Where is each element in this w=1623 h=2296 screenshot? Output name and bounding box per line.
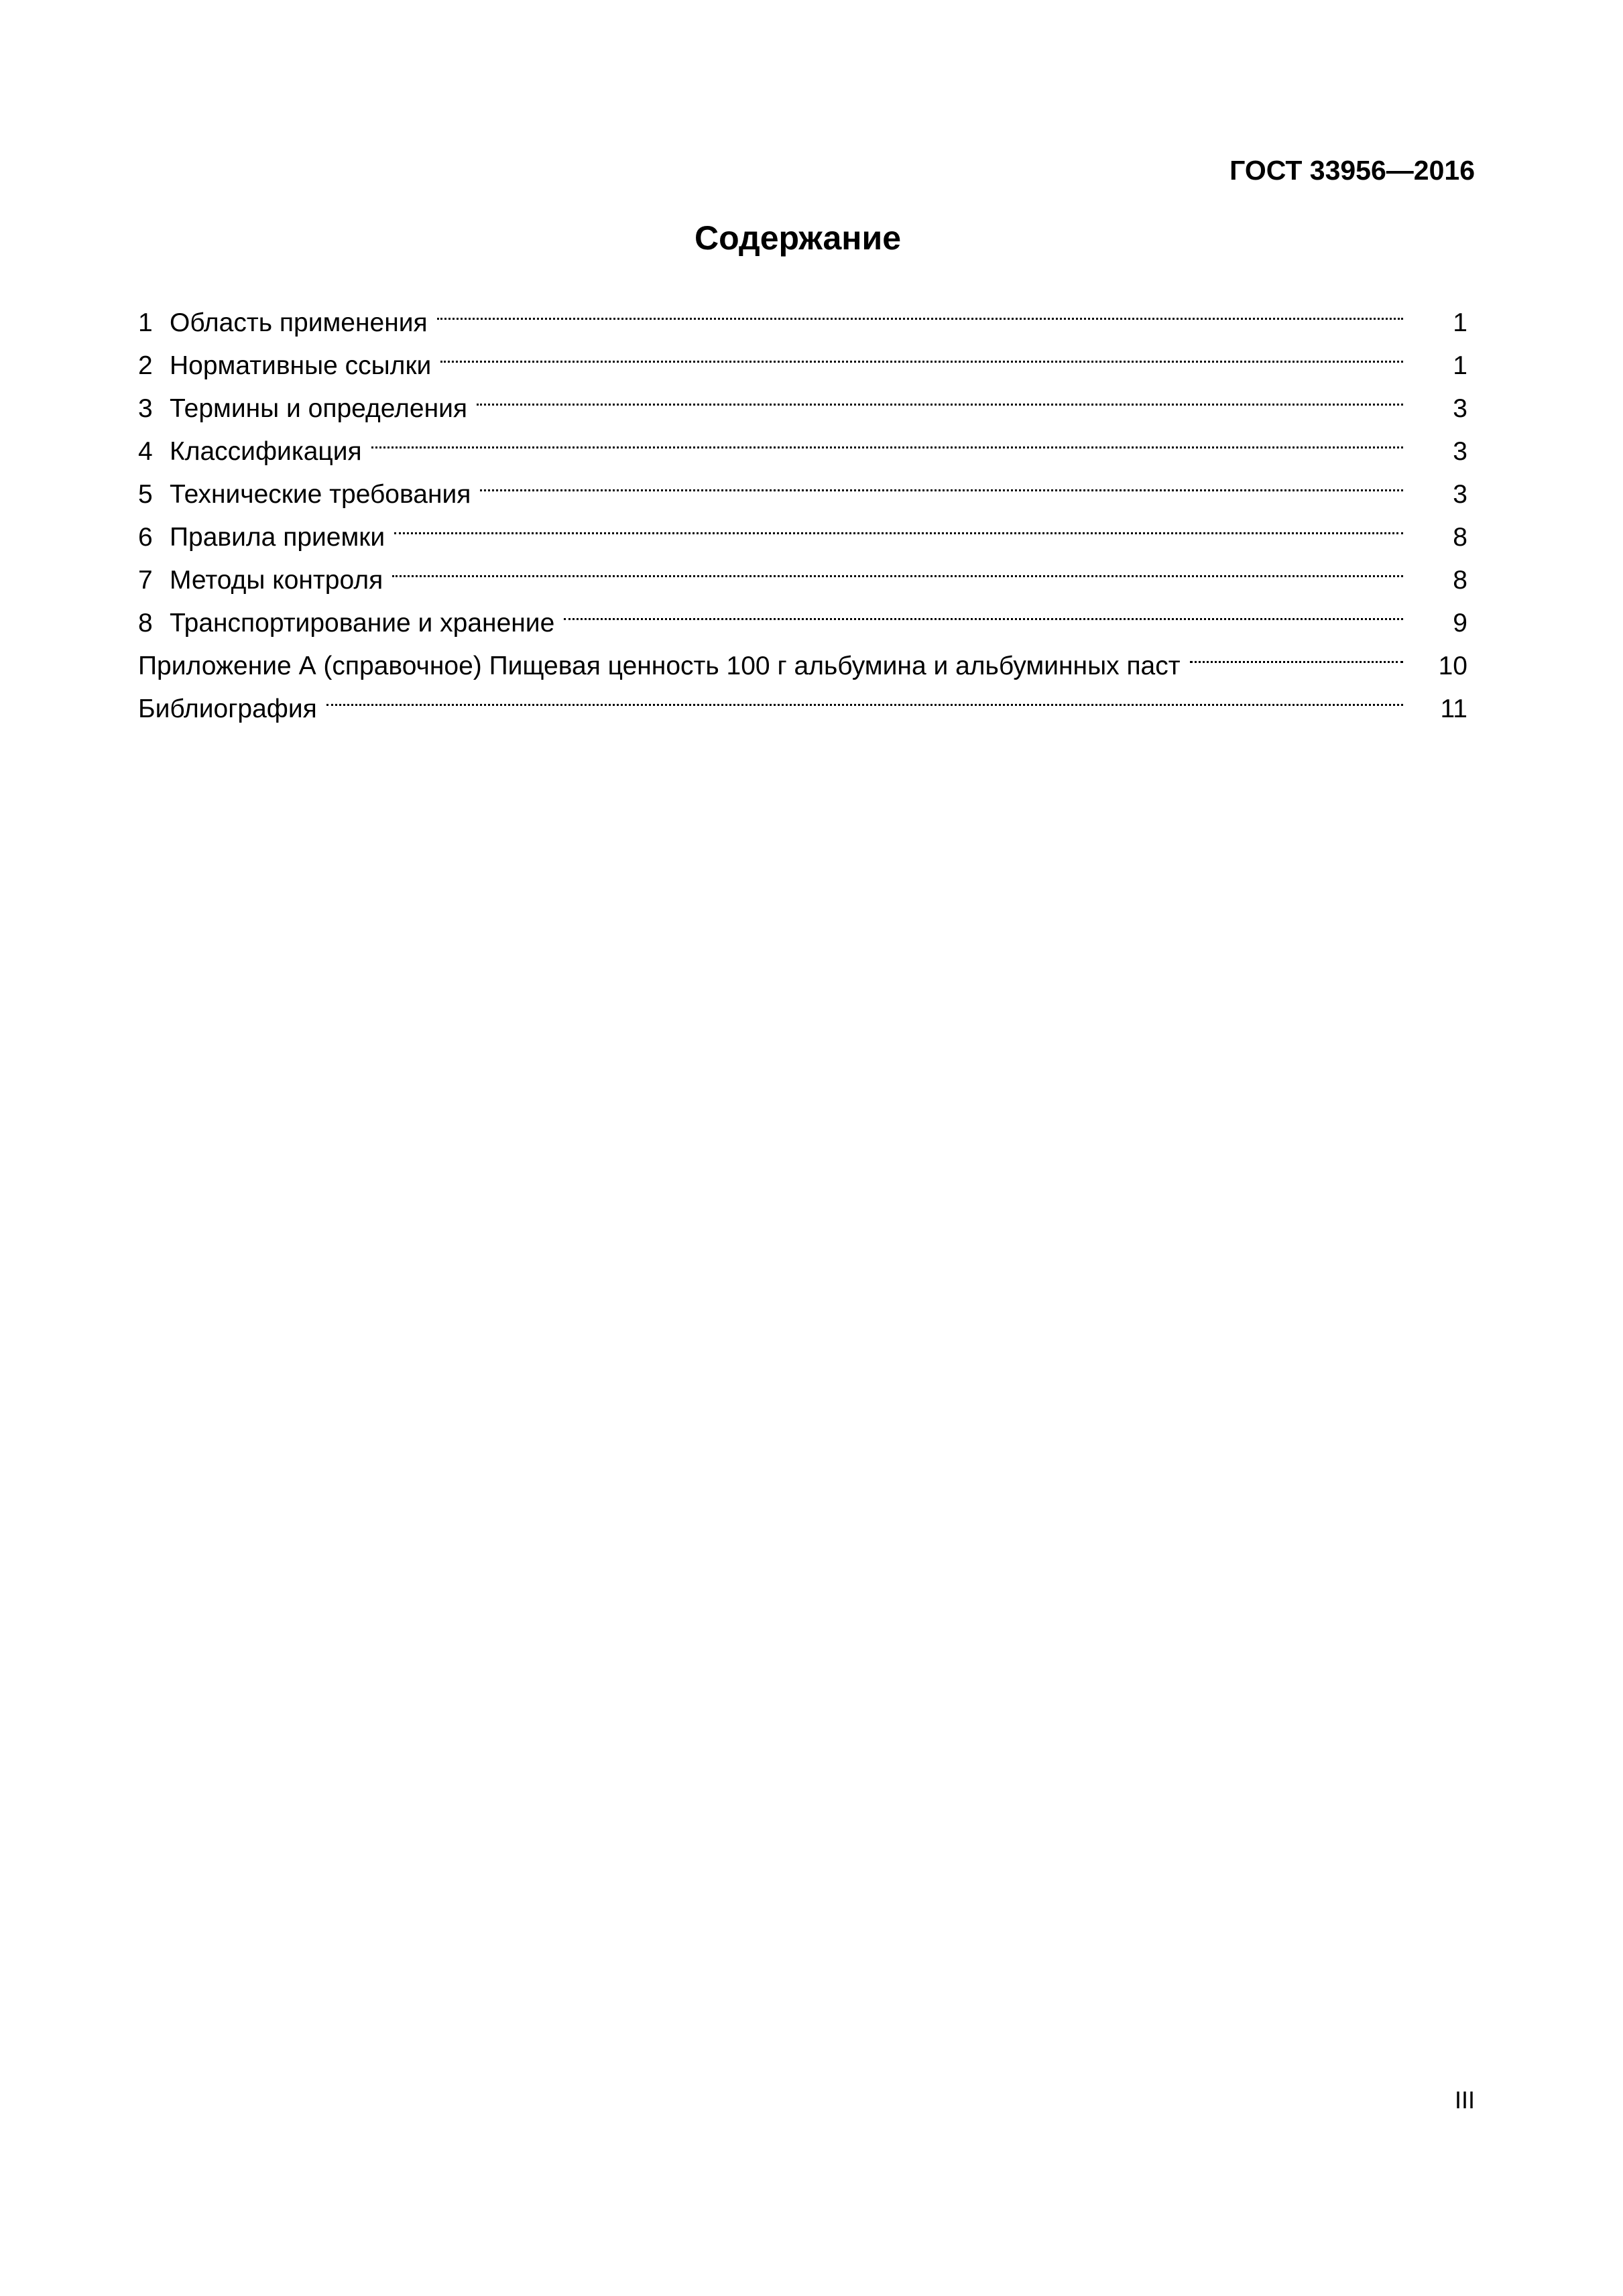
toc-entry-page: 9 bbox=[1453, 609, 1467, 638]
toc-entry-title: Приложение А (справочное) Пищевая ценность 100 г альбумина и альбуминных паст bbox=[138, 652, 1181, 680]
toc-entry-bibliography[interactable] bbox=[138, 674, 1476, 723]
toc-entry-number: 7 bbox=[138, 566, 153, 595]
toc-entry[interactable] bbox=[138, 288, 1476, 337]
toc-entry-number: 8 bbox=[138, 609, 153, 638]
toc-entry-page: 3 bbox=[1453, 480, 1467, 509]
toc-dot-leader bbox=[371, 417, 1403, 460]
toc-entry-page: 11 bbox=[1440, 694, 1467, 723]
toc-dot-leader bbox=[1190, 631, 1403, 674]
document-code: ГОСТ 33956—2016 bbox=[1229, 155, 1475, 186]
toc-entry-title: Нормативные ссылки bbox=[170, 351, 432, 380]
toc-entry-title: Термины и определения bbox=[170, 394, 468, 423]
toc-dot-leader bbox=[477, 374, 1403, 417]
toc-entry-page: 8 bbox=[1453, 523, 1467, 552]
toc-entry-page: 8 bbox=[1453, 566, 1467, 595]
toc-dot-leader bbox=[394, 503, 1403, 546]
toc-dot-leader bbox=[440, 331, 1403, 374]
toc-entry-label bbox=[138, 345, 440, 387]
toc-entry-title: Методы контроля bbox=[170, 566, 383, 595]
toc-entry-number: 2 bbox=[138, 351, 153, 380]
toc-entry-label bbox=[138, 516, 394, 559]
toc-entry-number: 6 bbox=[138, 523, 153, 552]
toc-entry-label bbox=[138, 559, 392, 602]
toc-dot-leader bbox=[392, 546, 1403, 589]
toc-dot-leader bbox=[437, 288, 1403, 331]
toc-entry-label bbox=[138, 430, 371, 473]
toc-entry-label bbox=[138, 602, 564, 645]
toc-entry-title: Классификация bbox=[170, 437, 362, 466]
toc-entry-number: 4 bbox=[138, 437, 153, 466]
toc-dot-leader bbox=[480, 460, 1403, 503]
toc-entry-number: 5 bbox=[138, 480, 153, 509]
toc-entry-title: Правила приемки bbox=[170, 523, 385, 552]
toc-entry-title: Технические требования bbox=[170, 480, 471, 509]
toc-entry-page: 3 bbox=[1453, 437, 1467, 466]
toc-entry-label bbox=[138, 302, 437, 345]
toc-entry-page: 3 bbox=[1453, 394, 1467, 423]
toc-title: Содержание bbox=[694, 219, 902, 257]
page-number: III bbox=[1454, 2086, 1475, 2114]
toc-entry-page: 10 bbox=[1438, 652, 1467, 680]
toc-entry-page: 1 bbox=[1453, 351, 1467, 380]
toc-entry-number: 1 bbox=[138, 308, 153, 337]
toc-entry-title: Область применения bbox=[170, 308, 428, 337]
toc-entry-title: Транспортирование и хранение bbox=[170, 609, 555, 638]
table-of-contents bbox=[138, 288, 1476, 723]
toc-dot-leader bbox=[326, 674, 1403, 717]
toc-entry-number: 3 bbox=[138, 394, 153, 423]
toc-entry-title: Библиография bbox=[138, 694, 317, 723]
toc-entry-page: 1 bbox=[1453, 308, 1467, 337]
toc-dot-leader bbox=[564, 589, 1403, 631]
